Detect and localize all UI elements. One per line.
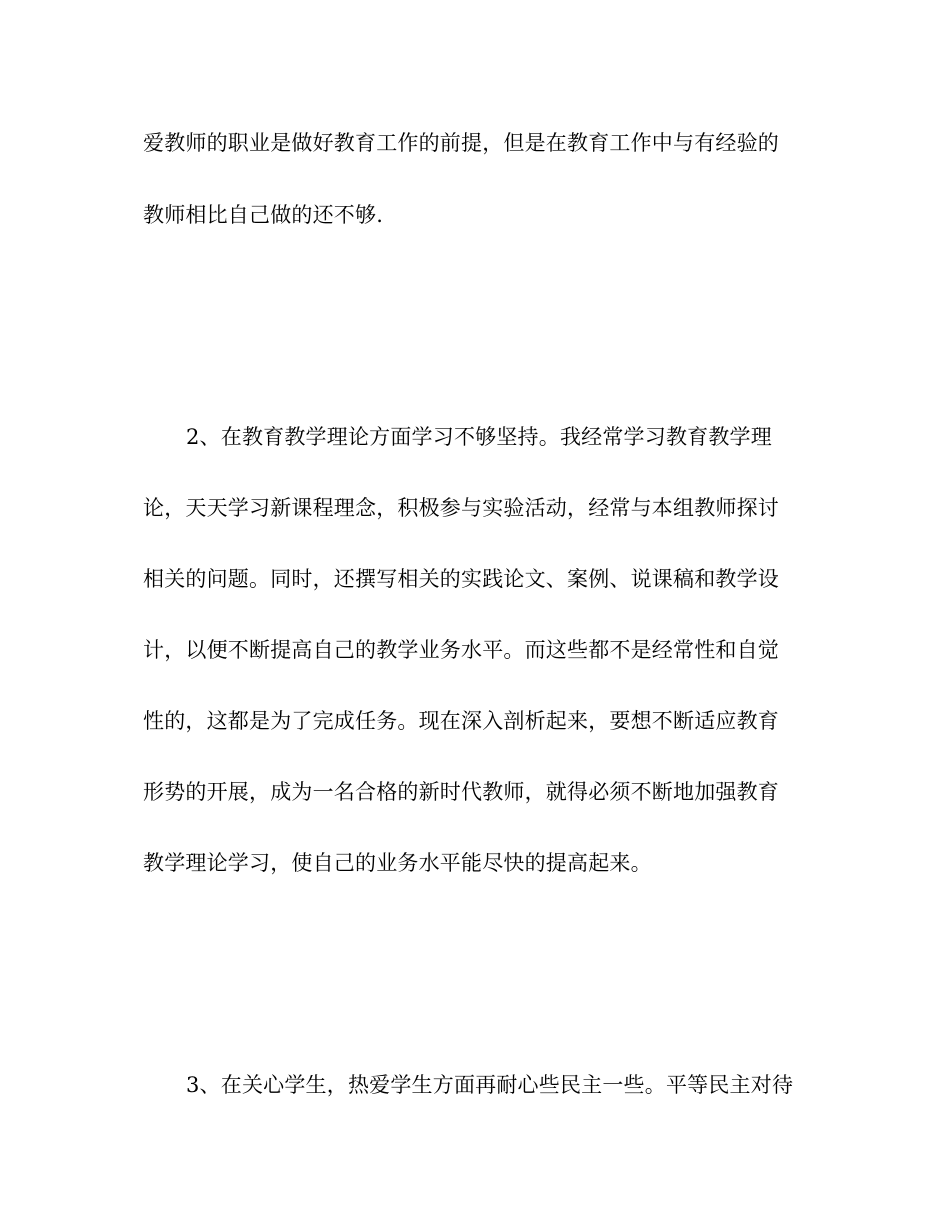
- paragraph-2-line-1: 2、在教育教学理论方面学习不够坚持。我经常学习教育教学理: [186, 425, 772, 449]
- paragraph-2-line-3: 相关的问题。同时，还撰写相关的实践论文、案例、说课稿和教学设: [143, 567, 779, 591]
- paragraph-3-line-1: 3、在关心学生，热爱学生方面再耐心些民主一些。平等民主对待: [186, 1073, 794, 1097]
- paragraph-1-line-1: 爱教师的职业是做好教育工作的前提，但是在教育工作中与有经验的: [143, 131, 779, 155]
- paragraph-1-line-2: 教师相比自己做的还不够.: [143, 203, 384, 227]
- paragraph-2-line-7: 教学理论学习，使自己的业务水平能尽快的提高起来。: [143, 851, 652, 875]
- paragraph-2-line-4: 计，以便不断提高自己的教学业务水平。而这些都不是经常性和自觉: [143, 638, 779, 662]
- paragraph-2-line-2: 论，天天学习新课程理念，积极参与实验活动，经常与本组教师探讨: [143, 496, 779, 520]
- paragraph-2-line-5: 性的，这都是为了完成任务。现在深入剖析起来，要想不断适应教育: [143, 709, 779, 733]
- paragraph-2-line-6: 形势的开展，成为一名合格的新时代教师，就得必须不断地加强教育: [143, 780, 779, 804]
